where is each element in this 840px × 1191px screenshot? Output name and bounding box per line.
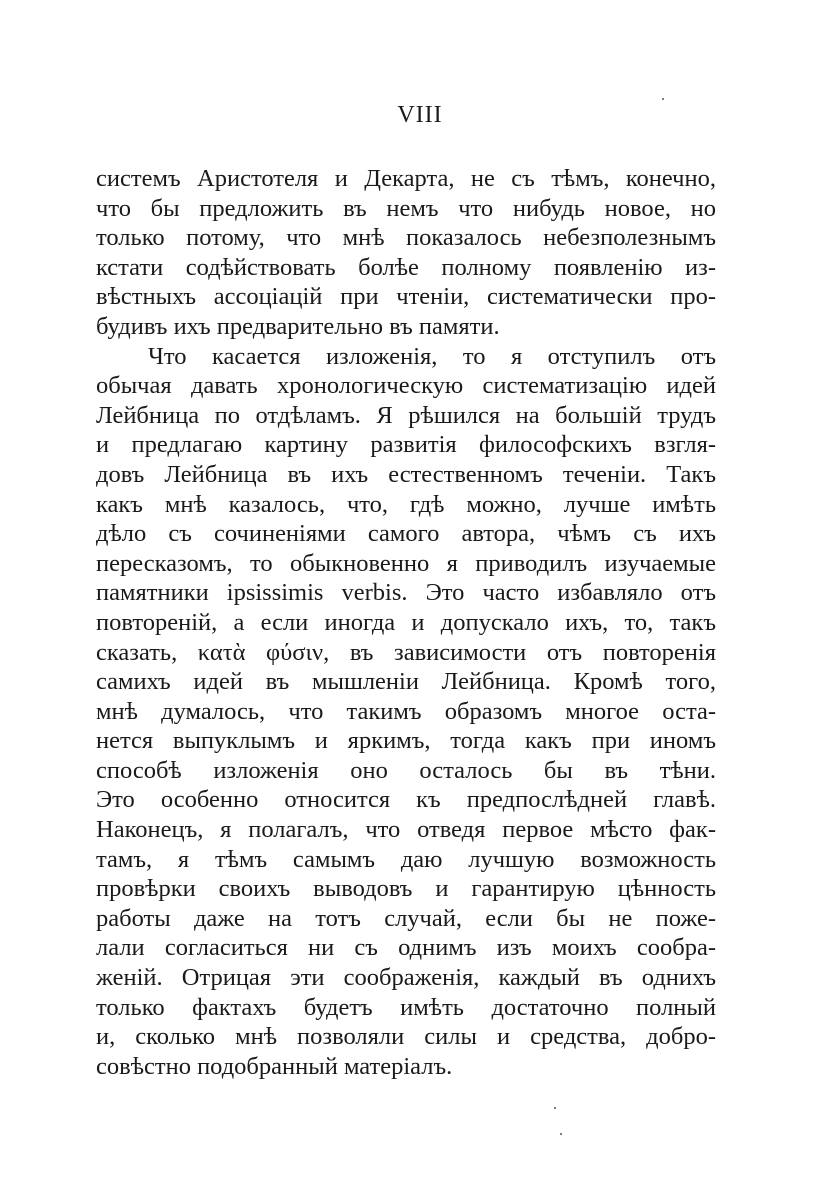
text-line: лали согласиться ни съ однимъ изъ моихъ сообра- [96,934,716,962]
text-line: Лейбница по отдѣламъ. Я рѣшился на большій трудъ [96,401,716,429]
text-line: обычая давать хронологическую систематизацію идей [96,372,716,400]
text-line: довъ Лейбница въ ихъ естественномъ теченіи. Такъ [96,460,716,488]
paragraph-end-line: совѣстно подобранный матеріалъ. [96,1052,453,1080]
text-line: системъ Аристотеля и Декарта, не съ тѣмъ, конечно, [96,165,716,192]
text-line: тамъ, я тѣмъ самымъ даю лучшую возможность [96,845,716,873]
text-line: какъ мнѣ казалось, что, гдѣ можно, лучше имѣть [96,490,716,518]
text-line: работы даже на тотъ случай, если бы не поже- [96,904,716,932]
text-line: и, сколько мнѣ позволяли силы и средства, добро- [96,1023,716,1051]
text-line: сказать, κατὰ φύσιν, въ зависимости отъ повторенія [96,638,716,666]
text-line: что бы предложить въ немъ что нибудь новое, но [96,194,716,222]
paragraph-start-line: Что касается изложенія, то я отступилъ отъ [148,342,716,370]
text-line: дѣло съ сочиненіями самого автора, чѣмъ съ ихъ [96,520,716,548]
text-line: кстати содѣйствовать болѣе полному появленію из- [96,253,716,281]
text-line: вѣстныхъ ассоціацій при чтеніи, систематически про- [96,283,716,311]
scan-speck [662,98,664,100]
text-line: мнѣ думалось, что такимъ образомъ многое оста- [96,697,716,725]
text-line: самихъ идей въ мышленіи Лейбница. Кромѣ того, [96,668,716,696]
page-number: VIII [397,102,443,128]
scan-speck [560,1133,562,1135]
text-line: Наконецъ, я полагалъ, что отведя первое мѣсто фак- [96,816,716,844]
text-line: только фактахъ будетъ имѣть достаточно полный [96,993,716,1021]
text-line: способѣ изложенія оно осталось бы въ тѣни. [96,756,716,784]
text-line: и предлагаю картину развитія философскихъ взгля- [96,431,716,459]
text-line: провѣрки своихъ выводовъ и гарантирую цѣнность [96,875,716,903]
text-line: повтореній, а если иногда и допускало ихъ, то, такъ [96,608,716,636]
scan-speck [554,1107,556,1109]
text-line: нется выпуклымъ и яркимъ, тогда какъ при иномъ [96,727,716,755]
body-text [96,164,716,1081]
text-line: женій. Отрицая эти соображенія, каждый въ однихъ [96,964,716,992]
paragraph-end-line: будивъ ихъ предварительно въ памяти. [96,312,500,340]
text-line: только потому, что мнѣ показалось небезполезнымъ [96,224,716,252]
text-line: пересказомъ, то обыкновенно я приводилъ изучаемые [96,549,716,577]
text-line: Это особенно относится къ предпослѣдней главѣ. [96,786,716,814]
text-line: памятники ipsissimis verbis. Это часто избавляло отъ [96,579,716,607]
